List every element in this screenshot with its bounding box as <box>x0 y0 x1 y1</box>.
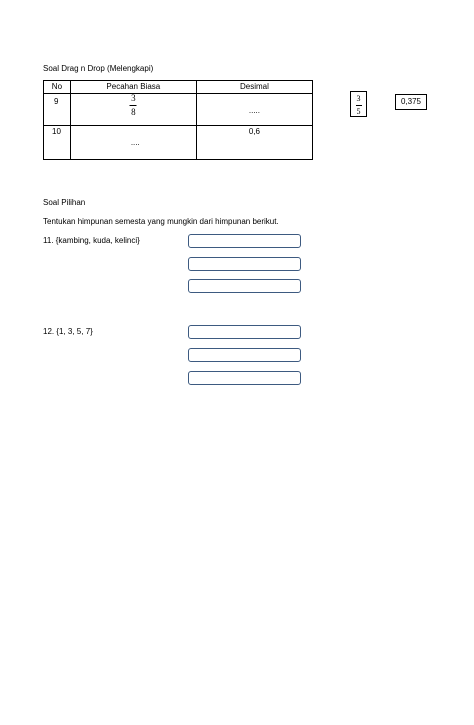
answer-option-box[interactable] <box>188 257 301 271</box>
instruction-text: Tentukan himpunan semesta yang mungkin dari himpunan berikut. <box>43 217 279 226</box>
blank-placeholder: .... <box>130 138 140 147</box>
drop-zone-pecahan[interactable] <box>70 126 196 160</box>
answer-option-box[interactable] <box>188 371 301 385</box>
section-drag-title: Soal Drag n Drop (Melengkapi) <box>43 64 154 73</box>
blank-placeholder: ..... <box>248 106 260 115</box>
row-number: 9 <box>54 97 59 106</box>
decimal-value: 0,6 <box>248 127 260 136</box>
table-row <box>44 94 313 126</box>
answer-option-box[interactable] <box>188 279 301 293</box>
answer-option-box[interactable] <box>188 234 301 248</box>
answer-option-box[interactable] <box>188 348 301 362</box>
question-11-label: 11. {kambing, kuda, kelinci} <box>43 236 140 245</box>
fraction-numerator: 3 <box>131 93 136 103</box>
question-12-label: 12. {1, 3, 5, 7} <box>43 327 93 336</box>
table-row <box>44 126 313 160</box>
fraction-decimal-table <box>43 80 313 160</box>
answer-option-box[interactable] <box>188 325 301 339</box>
fraction-denominator: 5 <box>356 107 361 116</box>
fraction-numerator: 3 <box>356 94 361 103</box>
cell-desimal <box>196 126 312 160</box>
cell-pecahan <box>70 94 196 126</box>
drag-item-fraction[interactable] <box>350 91 367 117</box>
row-number: 10 <box>52 127 61 136</box>
header-no: No <box>44 81 71 94</box>
cell-no <box>44 126 71 160</box>
drag-item-decimal[interactable]: 0,375 <box>395 94 427 110</box>
fraction-denominator: 8 <box>131 107 136 117</box>
header-pecahan-biasa: Pecahan Biasa <box>70 81 196 94</box>
header-desimal: Desimal <box>196 81 312 94</box>
drop-zone-desimal[interactable] <box>196 94 312 126</box>
cell-no <box>44 94 71 126</box>
section-choice-title: Soal Pilihan <box>43 198 86 207</box>
fraction-value <box>130 94 137 117</box>
